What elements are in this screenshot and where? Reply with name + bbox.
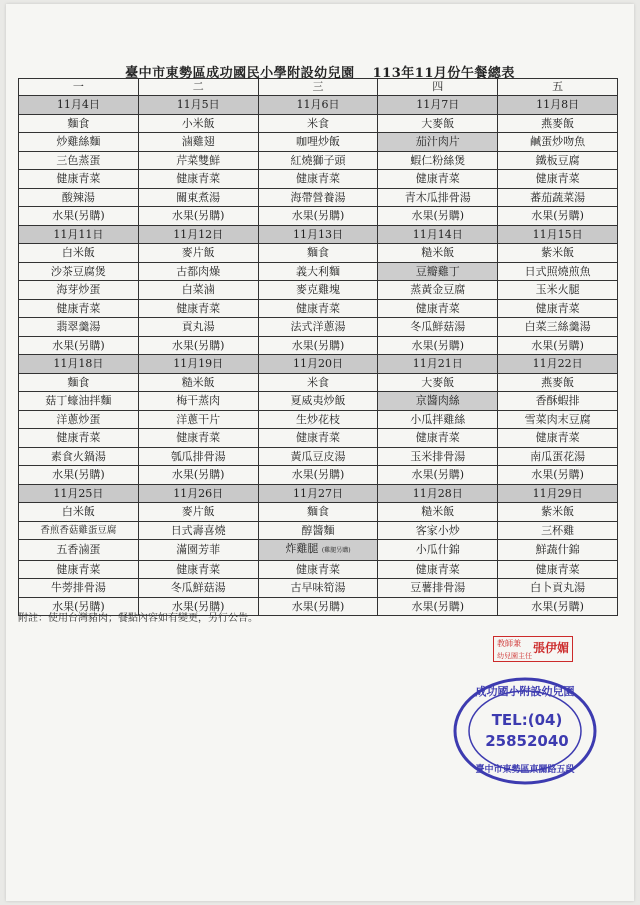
dish-cell: 水果(另購) xyxy=(498,207,618,226)
weekday-header: 四 xyxy=(378,79,498,96)
dish-cell: 水果(另購) xyxy=(138,207,258,226)
dish-cell: 燕麥飯 xyxy=(498,373,618,392)
dish-cell: 玉米排骨湯 xyxy=(378,447,498,466)
date-cell: 11月8日 xyxy=(498,96,618,115)
dish-cell: 健康青菜 xyxy=(498,429,618,448)
dish-cell: 黃瓜豆皮湯 xyxy=(258,447,378,466)
dish-cell: 健康青菜 xyxy=(258,429,378,448)
dish-cell: 海帶營養湯 xyxy=(258,188,378,207)
dish-cell: 洋蔥炒蛋 xyxy=(19,410,139,429)
seal-address: 臺中市東勢區東關路五段 xyxy=(475,765,575,775)
dish-cell: 健康青菜 xyxy=(258,170,378,189)
dish-cell: 冬瓜鮮菇湯 xyxy=(138,579,258,598)
dish-cell: 茄汁肉片 xyxy=(378,133,498,152)
menu-body xyxy=(19,96,618,616)
date-cell: 11月15日 xyxy=(498,225,618,244)
menu-subtitle: 113年11月份午餐總表 xyxy=(372,66,515,81)
dish-row xyxy=(19,244,618,263)
dish-cell: 水果(另購) xyxy=(138,466,258,485)
kindergarten-seal xyxy=(452,676,598,786)
dish-cell: 香煎香菇雞蛋豆腐 xyxy=(19,521,139,540)
dish-cell: 夏威夷炒飯 xyxy=(258,392,378,411)
dish-cell: 白菜滷 xyxy=(138,281,258,300)
date-cell: 11月18日 xyxy=(19,355,139,374)
dish-cell: 冬瓜鮮菇湯 xyxy=(378,318,498,337)
date-row xyxy=(19,225,618,244)
seal-name: 成功國小附設幼兒園 xyxy=(475,685,575,698)
director-subtitle: 幼兒園主任 xyxy=(497,652,532,660)
dish-row xyxy=(19,521,618,540)
dish-cell: 古都肉燥 xyxy=(138,262,258,281)
dish-cell: 沙茶豆腐煲 xyxy=(19,262,139,281)
dish-row xyxy=(19,262,618,281)
dish-row xyxy=(19,170,618,189)
dish-cell: 糙米飯 xyxy=(138,373,258,392)
dish-cell: 豆薯排骨湯 xyxy=(378,579,498,598)
dish-cell: 鐵板豆腐 xyxy=(498,151,618,170)
date-cell: 11月25日 xyxy=(19,484,139,503)
dish-cell: 麥片飯 xyxy=(138,244,258,263)
dish-cell: 水果(另購) xyxy=(258,597,378,616)
dish-cell: 健康青菜 xyxy=(378,299,498,318)
dish-cell: 鮮蔬什錦 xyxy=(498,540,618,561)
dish-cell: 麥片飯 xyxy=(138,503,258,522)
dish-cell: 白米飯 xyxy=(19,503,139,522)
dish-cell: 小瓜拌雞絲 xyxy=(378,410,498,429)
dish-cell: 豆瓣雞丁 xyxy=(378,262,498,281)
dish-cell: 水果(另購) xyxy=(378,336,498,355)
date-row xyxy=(19,96,618,115)
dish-cell: 水果(另購) xyxy=(19,597,139,616)
dish-cell: 芹菜雙鮮 xyxy=(138,151,258,170)
weekday-header: 一 xyxy=(19,79,139,96)
dish-cell: 蕃茄蔬菜湯 xyxy=(498,188,618,207)
dish-cell: 健康青菜 xyxy=(378,170,498,189)
dish-row xyxy=(19,318,618,337)
dish-cell: 瓠瓜排骨湯 xyxy=(138,447,258,466)
dish-cell: 麵食 xyxy=(258,503,378,522)
date-cell: 11月14日 xyxy=(378,225,498,244)
dish-cell: 玉米火腿 xyxy=(498,281,618,300)
dish-cell: 白卜貢丸湯 xyxy=(498,579,618,598)
dish-row xyxy=(19,540,618,561)
dish-row xyxy=(19,336,618,355)
dish-cell: 客家小炒 xyxy=(378,521,498,540)
date-cell: 11月28日 xyxy=(378,484,498,503)
dish-cell: 海芽炒蛋 xyxy=(19,281,139,300)
dish-cell: 水果(另購) xyxy=(19,466,139,485)
date-cell: 11月21日 xyxy=(378,355,498,374)
dish-cell: 酸辣湯 xyxy=(19,188,139,207)
dish-cell: 水果(另購) xyxy=(378,466,498,485)
dish-cell: 古早味筍湯 xyxy=(258,579,378,598)
dish-cell: 健康青菜 xyxy=(498,170,618,189)
date-cell: 11月27日 xyxy=(258,484,378,503)
dish-cell: 翡翠羹湯 xyxy=(19,318,139,337)
dish-row xyxy=(19,207,618,226)
date-cell: 11月5日 xyxy=(138,96,258,115)
dish-row xyxy=(19,447,618,466)
dish-cell: 雪菜肉末豆腐 xyxy=(498,410,618,429)
dish-cell: 健康青菜 xyxy=(258,299,378,318)
dish-cell: 青木瓜排骨湯 xyxy=(378,188,498,207)
dish-cell: 糙米飯 xyxy=(378,503,498,522)
weekday-header: 五 xyxy=(498,79,618,96)
dish-cell: 滿園芳菲 xyxy=(138,540,258,561)
dish-row xyxy=(19,281,618,300)
dish-cell: 燕麥飯 xyxy=(498,114,618,133)
seal-tel: TEL:(04) xyxy=(491,711,563,729)
dish-cell: 京醬肉絲 xyxy=(378,392,498,411)
dish-cell: 紅燒獅子頭 xyxy=(258,151,378,170)
dish-cell: 麵食 xyxy=(19,114,139,133)
dish-cell: 關東煮湯 xyxy=(138,188,258,207)
dish-cell: 滷雞翅 xyxy=(138,133,258,152)
dish-cell: 米食 xyxy=(258,373,378,392)
dish-cell: 健康青菜 xyxy=(19,170,139,189)
dish-row xyxy=(19,560,618,579)
dish-cell: 小瓜什錦 xyxy=(378,540,498,561)
weekday-header: 二 xyxy=(138,79,258,96)
drumstick-note: (雞腿另購) xyxy=(321,547,351,554)
dish-row xyxy=(19,392,618,411)
dish-cell: 紫米飯 xyxy=(498,244,618,263)
dish-cell: 大麥飯 xyxy=(378,373,498,392)
dish-cell: 健康青菜 xyxy=(19,429,139,448)
dish-row xyxy=(19,151,618,170)
dish-cell: 紫米飯 xyxy=(498,503,618,522)
dish-cell: 健康青菜 xyxy=(19,560,139,579)
dish-cell: 健康青菜 xyxy=(138,560,258,579)
dish-cell: 水果(另購) xyxy=(138,336,258,355)
seal-phone: 25852040 xyxy=(485,732,569,750)
dish-cell: 菇丁蠔油拌麵 xyxy=(19,392,139,411)
dish-cell: 小米飯 xyxy=(138,114,258,133)
dish-cell: 洋蔥干片 xyxy=(138,410,258,429)
dish-cell: 健康青菜 xyxy=(138,429,258,448)
director-title: 教師兼 xyxy=(497,639,521,648)
dish-row xyxy=(19,410,618,429)
dish-cell: 貢丸湯 xyxy=(138,318,258,337)
date-cell: 11月11日 xyxy=(19,225,139,244)
dish-cell: 蒸黃金豆腐 xyxy=(378,281,498,300)
dish-cell: 蝦仁粉絲煲 xyxy=(378,151,498,170)
date-cell: 11月20日 xyxy=(258,355,378,374)
date-row xyxy=(19,355,618,374)
dish-cell: 牛蒡排骨湯 xyxy=(19,579,139,598)
dish-cell: 法式洋蔥湯 xyxy=(258,318,378,337)
dish-row xyxy=(19,503,618,522)
dish-cell: 大麥飯 xyxy=(378,114,498,133)
dish-cell: 健康青菜 xyxy=(378,429,498,448)
dish-cell xyxy=(258,540,378,561)
dish-cell: 香酥蝦排 xyxy=(498,392,618,411)
dish-cell: 生炒花枝 xyxy=(258,410,378,429)
dish-row xyxy=(19,579,618,598)
dish-cell: 水果(另購) xyxy=(378,207,498,226)
dish-cell: 水果(另購) xyxy=(19,207,139,226)
dish-cell: 健康青菜 xyxy=(498,299,618,318)
dish-cell: 水果(另購) xyxy=(258,466,378,485)
weekday-header-row xyxy=(19,79,618,96)
footnote: 附註：使用台灣豬肉；餐點內容如有變更，另行公告。 xyxy=(18,613,258,624)
school-title: 臺中市東勢區成功國民小學附設幼兒園 xyxy=(125,66,355,81)
date-cell: 11月22日 xyxy=(498,355,618,374)
dish-cell: 日式照燒煎魚 xyxy=(498,262,618,281)
dish-label: 炸雞腿 xyxy=(285,542,319,555)
dish-cell: 健康青菜 xyxy=(138,299,258,318)
dish-cell: 健康青菜 xyxy=(498,560,618,579)
date-cell: 11月13日 xyxy=(258,225,378,244)
dish-row xyxy=(19,114,618,133)
dish-row xyxy=(19,299,618,318)
dish-cell: 水果(另購) xyxy=(498,336,618,355)
dish-cell: 麥克雞塊 xyxy=(258,281,378,300)
date-cell: 11月7日 xyxy=(378,96,498,115)
dish-cell: 健康青菜 xyxy=(378,560,498,579)
dish-row xyxy=(19,429,618,448)
weekday-header: 三 xyxy=(258,79,378,96)
dish-cell: 水果(另購) xyxy=(138,597,258,616)
dish-cell: 日式壽喜燒 xyxy=(138,521,258,540)
dish-cell: 咖哩炒飯 xyxy=(258,133,378,152)
dish-cell: 炒雞絲麵 xyxy=(19,133,139,152)
dish-cell: 水果(另購) xyxy=(378,597,498,616)
date-row xyxy=(19,484,618,503)
dish-cell: 五香滷蛋 xyxy=(19,540,139,561)
dish-cell: 水果(另購) xyxy=(19,336,139,355)
dish-cell: 水果(另購) xyxy=(258,336,378,355)
dish-cell: 三杯雞 xyxy=(498,521,618,540)
dish-cell: 鹹蛋炒吻魚 xyxy=(498,133,618,152)
dish-cell: 義大利麵 xyxy=(258,262,378,281)
dish-cell: 健康青菜 xyxy=(258,560,378,579)
dish-cell: 水果(另購) xyxy=(258,207,378,226)
dish-row xyxy=(19,188,618,207)
director-name: 張伊媚 xyxy=(532,641,569,655)
dish-cell: 白米飯 xyxy=(19,244,139,263)
dish-cell: 健康青菜 xyxy=(138,170,258,189)
dish-cell: 米食 xyxy=(258,114,378,133)
director-stamp xyxy=(493,636,573,662)
dish-cell: 梅干蒸肉 xyxy=(138,392,258,411)
date-cell: 11月26日 xyxy=(138,484,258,503)
dish-cell: 南瓜蛋花湯 xyxy=(498,447,618,466)
seal-inner-ring xyxy=(469,691,581,771)
dish-cell: 麵食 xyxy=(19,373,139,392)
date-cell: 11月4日 xyxy=(19,96,139,115)
date-cell: 11月12日 xyxy=(138,225,258,244)
dish-cell: 麵食 xyxy=(258,244,378,263)
date-cell: 11月29日 xyxy=(498,484,618,503)
dish-cell: 糙米飯 xyxy=(378,244,498,263)
dish-cell: 水果(另購) xyxy=(498,597,618,616)
date-cell: 11月19日 xyxy=(138,355,258,374)
dish-cell: 白菜三絲羹湯 xyxy=(498,318,618,337)
dish-cell: 健康青菜 xyxy=(19,299,139,318)
dish-cell: 素食火鍋湯 xyxy=(19,447,139,466)
dish-row xyxy=(19,373,618,392)
dish-row xyxy=(19,466,618,485)
dish-cell: 水果(另購) xyxy=(498,466,618,485)
dish-cell: 醇醬麵 xyxy=(258,521,378,540)
date-cell: 11月6日 xyxy=(258,96,378,115)
dish-row xyxy=(19,133,618,152)
lunch-menu-table xyxy=(18,78,618,616)
dish-cell: 三色蒸蛋 xyxy=(19,151,139,170)
